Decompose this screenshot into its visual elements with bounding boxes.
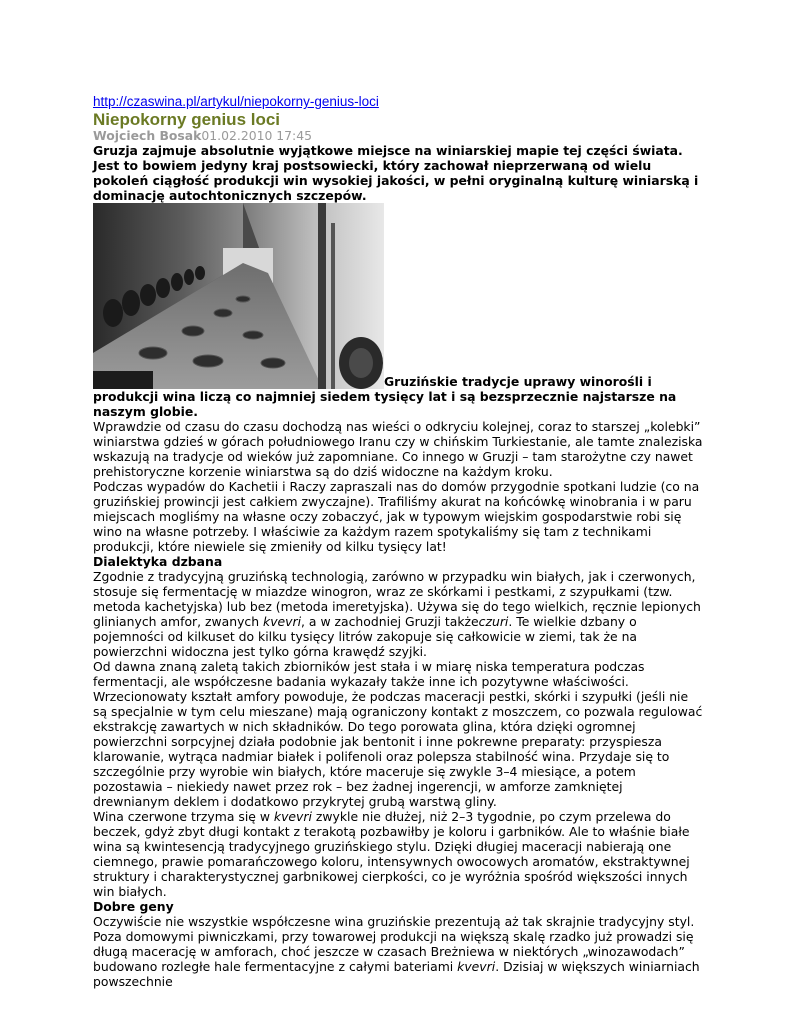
- paragraph-5-text-a: Wina czerwone trzyma się w: [93, 809, 274, 824]
- paragraph-6: [93, 914, 703, 989]
- photo-caption: Gruzińskie tradycje uprawy winorośli i produkcji wina liczą co najmniej siedem tysięcy lat i są bezsprzecznie najstarsze na naszym globie.: [93, 374, 677, 419]
- term-czuri: czuri: [478, 614, 509, 629]
- publish-date: 01.02.2010 17:45: [201, 128, 312, 143]
- paragraph-3-text-b: , a w zachodniej Gruzji także: [301, 614, 479, 629]
- section-heading-dobre-geny: Dobre geny: [93, 899, 174, 914]
- cellar-photo: [93, 203, 384, 389]
- paragraph-6-text-a: Oczywiście nie wszystkie współczesne wina gruzińskie prezentują aż tak skrajnie tradycyjny styl. Poza domowymi piwniczkami, przy towarowej produkcji na większą skalę rzadko już prowadzi się długą macerację w amforach, choć jeszcze w czasach Breżniewa w niektórych „winozawodach” budowano rozległe hale fermentacyjne z całymi bateriami: [93, 914, 695, 974]
- article-title: Niepokorny genius loci: [93, 110, 281, 129]
- paragraph-6-text-b: . Dzisiaj w większych winiarniach powszechnie: [93, 959, 700, 989]
- paragraph-3-text-c: . Te wielkie dzbany o pojemności od kilkuset do kilku tysięcy litrów zakopuje się całkowicie w ziemi, tak że na powierzchni widoczna jest tylko górna krawędź szyjki.: [93, 614, 638, 659]
- article: [93, 93, 703, 989]
- figure-row: [93, 203, 703, 419]
- lead-paragraph: Gruzja zajmuje absolutnie wyjątkowe miejsce na winiarskiej mapie tej części świata. Jest to bowiem jedyny kraj postsowiecki, który zachował nieprzerwaną od wielu pokoleń ciągłość produkcji win wysokiej jakości, w pełni oryginalną kulturę winiarską i dominację autochtonicznych szczepów.: [93, 143, 699, 203]
- byline: [93, 129, 703, 143]
- paragraph-3: [93, 569, 703, 659]
- author-name: Wojciech Bosak: [93, 128, 202, 143]
- paragraph-2: Podczas wypadów do Kachetii i Raczy zapraszali nas do domów przygodnie spotkani ludzie (co na gruzińskiej prowincji jest całkiem zwyczajne). Trafiliśmy akurat na końcówkę winobrania i w paru miejscach mogliśmy na własne oczy zobaczyć, jak w typowym wiejskim gospodarstwie robi się wino na własne potrzeby. I właściwie za każdym razem spotykaliśmy się tam z technikami produkcji, które niewiele się zmieniły od kilku tysięcy lat!: [93, 479, 700, 554]
- paragraph-1: Wprawdzie od czasu do czasu dochodzą nas wieści o odkryciu kolejnej, coraz to starszej „kolebki” winiarstwa gdzieś w górach południowego Iranu czy w chińskim Turkiestanie, ale tamte znaleziska wskazują na tradycje od wieków już zapomniane. Co innego w Gruzji – tam starożytne czy nawet prehistoryczne korzenie winiarstwa są do dziś widoczne na każdym kroku.: [93, 419, 703, 479]
- paragraph-4: Od dawna znaną zaletą takich zbiorników jest stała i w miarę niska temperatura podczas fermentacji, ale współczesne badania wykazały także inne ich pozytywne właściwości. Wrzecionowaty kształt amfory powoduje, że podczas maceracji pestki, skórki i szypułki (jeśli nie są specjalnie w tym celu mieszane) mają ograniczony kontakt z moszczem, co pozwala regulować ekstrakcję zawartych w nich składników. Do tego porowata glina, która dzięki ogromnej powierzchni sorpcyjnej działa podobnie jak bentonit i inne pokrewne preparaty: przyspiesza klarowanie, wytrąca nadmiar białek i polifenoli oraz polepsza stabilność wina. Przydaje się to szczególnie przy wyrobie win białych, które macerujе się zwykle 3–4 miesiące, a potem pozostawia – niekiedy nawet przez rok – bez żadnej ingerencji, w amforze zamkniętej drewnianym deklem i dodatkowo przykrytej grubą warstwą gliny.: [93, 659, 703, 809]
- paragraph-5: [93, 809, 703, 899]
- term-kvevri: kvevri: [457, 959, 496, 974]
- section-heading-dialektyka: Dialektyka dzbana: [93, 554, 223, 569]
- paragraph-3-text-a: Zgodnie z tradycyjną gruzińską technologią, zarówno w przypadku win białych, jak i czerwonych, stosuje się fermentację w miazdze winogron, wraz ze skórkami i pestkami, z szypułkami (tzw. metoda kachetyjska) lub bez (metoda imeretyjska). Używa się do tego wielkich, ręcznie lepionych glinianych amfor, zwanych: [93, 569, 701, 629]
- term-kvevri: kvevri: [263, 614, 302, 629]
- paragraph-5-text-b: zwykle nie dłużej, niż 2–3 tygodnie, po czym przelewa do beczek, gdyż zbyt długi kontakt z terakotą pozbawiłby je koloru i garbników. Ale to właśnie białe wina są kwintesencją tradycyjnego gruzińskiego stylu. Dzięki długiej maceracji nabierają one ciemnego, prawie pomarańczowego koloru, intensywnych owocowych aromatów, ekstraktywnej struktury i charakterystycznej garbnikowej cierpkości, co je wyróżnia spośród większości innych win białych.: [93, 809, 690, 899]
- term-kvevri: kvevri: [273, 809, 312, 824]
- source-link[interactable]: http://czaswina.pl/artykul/niepokorny-genius-loci: [93, 94, 379, 109]
